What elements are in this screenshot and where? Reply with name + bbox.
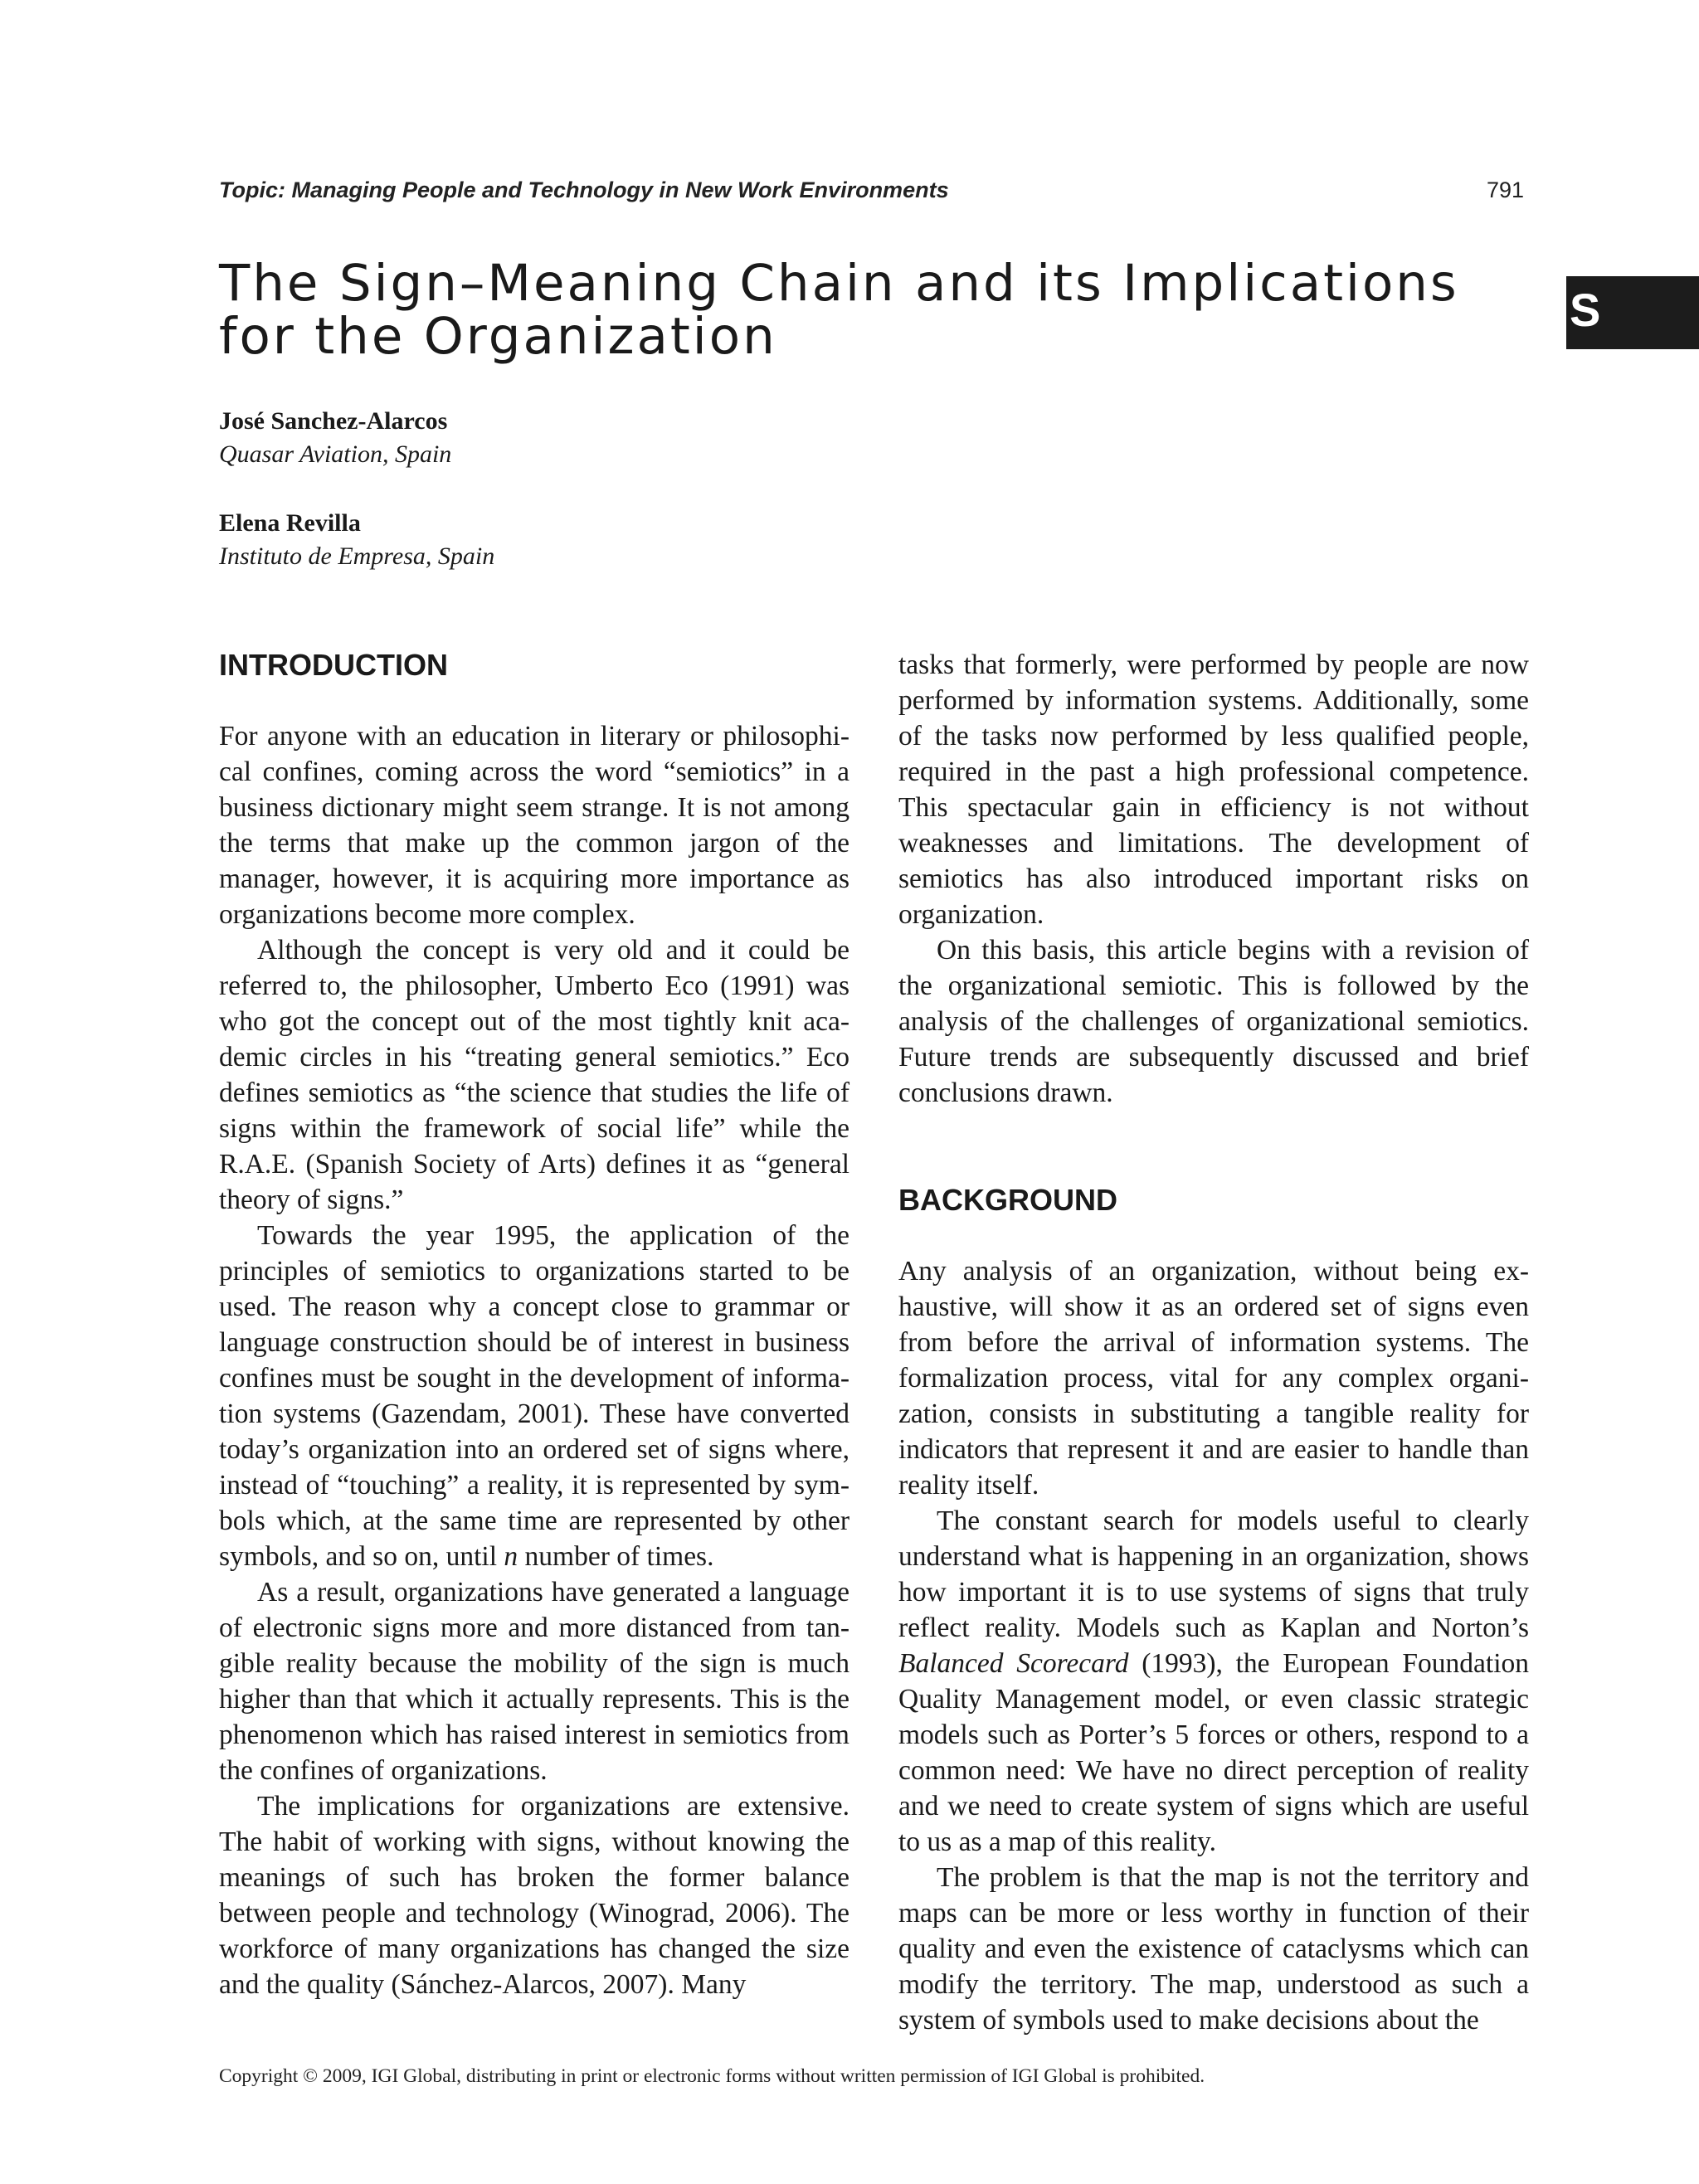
section-heading-introduction: INTRODUCTION (219, 648, 448, 682)
author-name: Elena Revilla (219, 509, 361, 537)
author-block (219, 507, 494, 573)
right-column (898, 647, 1529, 2038)
emphasis-text: n (497, 1541, 525, 1572)
running-header-topic: Topic: Managing People and Technology in New Work Environments (219, 178, 949, 202)
author-affiliation: Instituto de Empresa, Spain (219, 542, 495, 570)
section-thumb-tab (1566, 276, 1699, 349)
section-tab-letter: S (1570, 284, 1601, 336)
body-paragraph: For anyone with an education in literary or philosophical confines, coming across the word “semiotics” in a business dictionary might seem strange. It is not among the terms that make up the common jargon of the manager, however, it is acquiring more importance as organizations become more complex. (219, 721, 850, 930)
section-heading-background: BACKGROUND (898, 1183, 1117, 1217)
body-paragraph: On this basis, this article begins with a revision of the organizational semiotic. This is followed by the analysis of the challenges of organizational semiotics. Future trends are subsequently discussed and brief conclusions drawn. (898, 935, 1529, 1108)
title-line-1: The Sign–Meaning Chain and its Implications (219, 254, 1459, 313)
body-paragraph: As a result, organizations have generated a language of electronic signs more and more distanced from tangible reality because the mobility of the sign is much higher than that which it actually represents. This is the phenomenon which has raised interest in semiotics from the confines of organizations. (219, 1577, 850, 1786)
left-column (219, 647, 850, 2002)
article-title (219, 254, 1530, 366)
author-name: José Sanchez-Alarcos (219, 407, 448, 435)
author-affiliation: Quasar Aviation, Spain (219, 440, 452, 468)
section-spacer (898, 1111, 1529, 1182)
body-paragraph: tasks that formerly, were performed by people are now performed by information systems. Additionally, some of the tasks now performed by less qualified people, required in the past a high professional competence. This spectacular gain in efficiency is not without weaknesses and limitations. The development of semiotics has also introduced important risks on organization. (898, 649, 1529, 930)
body-paragraph: Towards the year 1995, the application of the principles of semiotics to organizations started to be used. The reason why a concept close to grammar or language construction should be of interest in business confines must be sought in the development of information systems (Gazendam, 2001). These have converted today’s organization into an ordered set of signs where, instead of “touching” a reality, it is represented by symbols which, at the same time are represented by other symbols, and so on, until n number of times. (219, 1220, 850, 1572)
copyright-footer: Copyright © 2009, IGI Global, distributing in print or electronic forms without written permission of IGI Global is prohibited. (219, 2065, 1205, 2087)
body-paragraph: The implications for organizations are extensive. The habit of working with signs, without knowing the meanings of such has broken the former balance between people and technology (Winograd, 2006). The workforce of many organizations has changed the size and the quality (Sánchez-Alarcos, 2007). Many (219, 1791, 850, 2000)
body-paragraph: Although the concept is very old and it could be referred to, the philosopher, Umberto Eco (1991) was who got the concept out of the most tightly knit academic circles in his “treating general semiotics.” Eco defines semiotics as “the science that studies the life of signs within the framework of social life” while the R.A.E. (Spanish Society of Arts) defines it as “general theory of signs.” (219, 935, 850, 1215)
body-paragraph: Any analysis of an organization, without being exhaustive, will show it as an ordered set of signs even from before the arrival of information systems. The formalization process, vital for any complex organization, consists in substituting a tangible reality for indicators that represent it and are easier to handle than reality itself. (898, 1256, 1529, 1501)
emphasis-text: Balanced Scorecard (898, 1648, 1129, 1679)
author-block (219, 405, 451, 471)
page-number: 791 (1487, 178, 1525, 202)
title-line-2: for the Organization (219, 307, 777, 366)
body-paragraph: The constant search for models useful to clearly understand what is happening in an organization, shows how important it is to use systems of signs that truly reflect reality. Models such as Kaplan and Norton’s Balanced Scorecard (1993), the European Foundation Quality Management model, or even classic strategic models such as Porter’s 5 forces or others, respond to a common need: We have no direct perception of reality and we need to create system of signs which are useful to us as a map of this reality. (898, 1505, 1529, 1857)
body-paragraph: The problem is that the map is not the territory and maps can be more or less worthy in function of their quality and even the existence of cataclysms which can modify the territory. The map, understood as such a system of symbols used to make decisions about the (898, 1862, 1529, 2036)
